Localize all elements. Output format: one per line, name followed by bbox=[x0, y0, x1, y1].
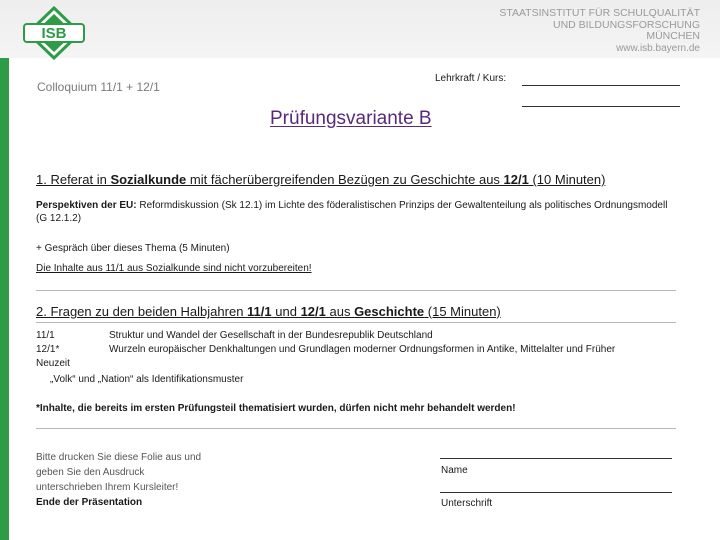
divider-3 bbox=[36, 428, 676, 429]
end-of-presentation: Ende der Präsentation bbox=[36, 497, 143, 508]
section2-heading-prefix: 2. Fragen zu den beiden Halbjahren bbox=[36, 304, 248, 319]
print-instructions bbox=[36, 450, 201, 510]
section2-heading-mid: aus bbox=[325, 304, 355, 319]
teacher-label: Lehrkraft / Kurs: bbox=[435, 73, 507, 84]
section1-heading-middle: mit fächerübergreifenden Bezügen zu Geschichte aus bbox=[186, 172, 504, 187]
section1-heading-prefix: 1. Referat in bbox=[36, 172, 111, 187]
section1-heading-subject: Sozialkunde bbox=[110, 172, 187, 187]
instruction-line-1: Bitte drucken Sie diese Folie aus und bbox=[36, 452, 202, 463]
page-title: Prüfungsvariante B bbox=[270, 108, 432, 129]
section2-heading-sem2: 12/1 bbox=[300, 304, 326, 319]
semester-tag: 11/1 bbox=[36, 330, 55, 341]
semester-topic: Wurzeln europäischer Denkhaltungen und Grundlagen moderner Ordnungsformen in Antike, Mittelalter und Früher bbox=[109, 344, 616, 355]
section1-perspectives bbox=[36, 199, 676, 225]
name-line bbox=[440, 458, 672, 459]
institute-name bbox=[499, 8, 700, 54]
institute-line-2: UND BILDUNGSFORSCHUNG bbox=[552, 18, 700, 31]
semester-tag: 12/1* bbox=[36, 344, 60, 355]
semester-topic: Struktur und Wandel der Gesellschaft in der Bundesrepublik Deutschland bbox=[109, 330, 433, 341]
signature-label: Unterschrift bbox=[441, 498, 493, 509]
instruction-line-3: unterschrieben Ihrem Kursleiter! bbox=[36, 482, 179, 493]
left-accent-bar bbox=[0, 58, 9, 540]
colloquium-label: Colloquium 11/1 + 12/1 bbox=[37, 80, 160, 94]
perspectives-label: Perspektiven der EU: bbox=[36, 200, 137, 211]
divider-2 bbox=[36, 322, 676, 323]
semester-tag: Neuzeit bbox=[36, 358, 70, 369]
instruction-line-2: geben Sie den Ausdruck bbox=[36, 467, 145, 478]
name-label: Name bbox=[441, 465, 468, 476]
section1-note: Die Inhalte aus 11/1 aus Sozialkunde sind nicht vorzubereiten! bbox=[36, 263, 312, 274]
perspectives-text: Reformdiskussion (Sk 12.1) im Lichte des föderalistischen Prinzips der Gewaltenteilung als politisches Ordnungsmodell (G 12.1.2) bbox=[36, 200, 668, 224]
divider-1 bbox=[36, 290, 676, 291]
section1-conversation: + Gespräch über dieses Thema (5 Minuten) bbox=[36, 243, 230, 254]
section1-heading bbox=[36, 172, 605, 187]
section1-heading-suffix: (10 Minuten) bbox=[528, 172, 606, 187]
institute-website: www.isb.bayern.de bbox=[616, 42, 700, 54]
institute-line-1: STAATSINSTITUT FÜR SCHULQUALITÄT bbox=[499, 7, 700, 19]
teacher-line-2 bbox=[522, 106, 680, 107]
isb-logo bbox=[22, 6, 86, 60]
signature-line bbox=[440, 492, 672, 493]
institute-line-3: MÜNCHEN bbox=[646, 30, 700, 42]
section1-heading-semester: 12/1 bbox=[503, 172, 529, 187]
section2-heading bbox=[36, 304, 501, 319]
teacher-line-1 bbox=[522, 85, 680, 86]
extra-topic: „Volk“ und „Nation“ als Identifikationsmuster bbox=[50, 374, 244, 385]
section2-heading-subject: Geschichte bbox=[354, 304, 425, 319]
section2-footnote: *Inhalte, die bereits im ersten Prüfungsteil thematisiert wurden, dürfen nicht mehr behandelt werden! bbox=[36, 403, 516, 414]
section2-heading-suffix: (15 Minuten) bbox=[424, 304, 501, 319]
section2-heading-sem1: 11/1 bbox=[247, 304, 272, 319]
section2-heading-and: und bbox=[271, 304, 301, 319]
logo-text: ISB bbox=[41, 25, 67, 42]
